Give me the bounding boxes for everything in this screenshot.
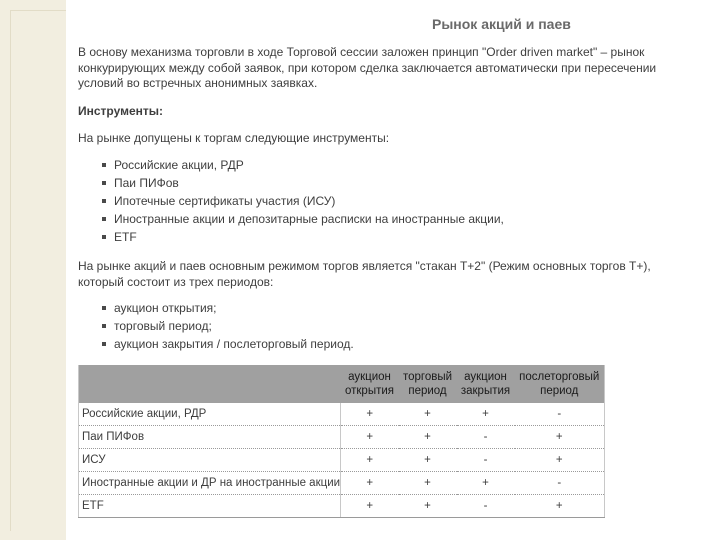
table-row: [79, 426, 605, 449]
table-cell: +: [399, 426, 457, 449]
trading-periods-table: [78, 365, 605, 518]
table-row: [79, 403, 605, 426]
table-cell: Российские акции, РДР: [79, 403, 341, 426]
decorative-frame: [10, 10, 67, 531]
table-cell: +: [399, 472, 457, 495]
table-cell: Иностранные акции и ДР на иностранные акции: [79, 472, 341, 495]
table-header-cell: аукцион закрытия: [457, 365, 515, 403]
list-item: Российские акции, РДР: [102, 156, 504, 174]
table-header-cell: [79, 365, 341, 403]
table-cell: +: [341, 495, 399, 518]
table-cell: -: [515, 472, 605, 495]
table-header-cell: торговый период: [399, 365, 457, 403]
table-header-row: [79, 365, 605, 403]
list-item: ETF: [102, 228, 504, 246]
table-cell: ETF: [79, 495, 341, 518]
table-cell: Паи ПИФов: [79, 426, 341, 449]
table-cell: +: [515, 495, 605, 518]
list-item: аукцион закрытия / послеторговый период.: [102, 335, 354, 353]
periods-list: [102, 299, 354, 353]
list-item: Иностранные акции и депозитарные расписки на иностранные акции,: [102, 210, 504, 228]
instruments-intro: На рынке допущены к торгам следующие инструменты:: [78, 131, 390, 145]
list-item: торговый период;: [102, 317, 354, 335]
table-row: [79, 495, 605, 518]
table-cell: +: [457, 472, 515, 495]
instruments-list: [102, 156, 504, 246]
table-cell: +: [341, 426, 399, 449]
table-cell: -: [457, 495, 515, 518]
table-cell: +: [457, 403, 515, 426]
instruments-heading: Инструменты:: [78, 104, 164, 118]
table-cell: +: [399, 449, 457, 472]
page-title: Рынок акций и паев: [432, 16, 571, 32]
list-item: Паи ПИФов: [102, 174, 504, 192]
list-item: аукцион открытия;: [102, 299, 354, 317]
table-cell: -: [457, 449, 515, 472]
table-cell: -: [457, 426, 515, 449]
table-header-cell: послеторговый период: [515, 365, 605, 403]
regime-paragraph: На рынке акций и паев основным режимом торгов является "стакан Т+2" (Режим основных торгов Т+), который состоит из трех периодов:: [78, 259, 651, 289]
slide-content: [66, 0, 720, 540]
list-item: Ипотечные сертификаты участия (ИСУ): [102, 192, 504, 210]
table-cell: +: [399, 403, 457, 426]
table-cell: +: [515, 426, 605, 449]
table-cell: -: [515, 403, 605, 426]
table-header-cell: аукцион открытия: [341, 365, 399, 403]
table-cell: +: [341, 403, 399, 426]
table-cell: +: [341, 449, 399, 472]
table-cell: +: [341, 472, 399, 495]
intro-paragraph: В основу механизма торговли в ходе Торговой сессии заложен принцип "Order driven market" – рынок конкурирующих между собой заявок, при котором сделка заключается автоматически при пересечении условий во встречных анонимных заявках.: [78, 45, 657, 91]
table-row: [79, 472, 605, 495]
table-cell: ИСУ: [79, 449, 341, 472]
table-row: [79, 449, 605, 472]
table-cell: +: [515, 449, 605, 472]
table-cell: +: [399, 495, 457, 518]
